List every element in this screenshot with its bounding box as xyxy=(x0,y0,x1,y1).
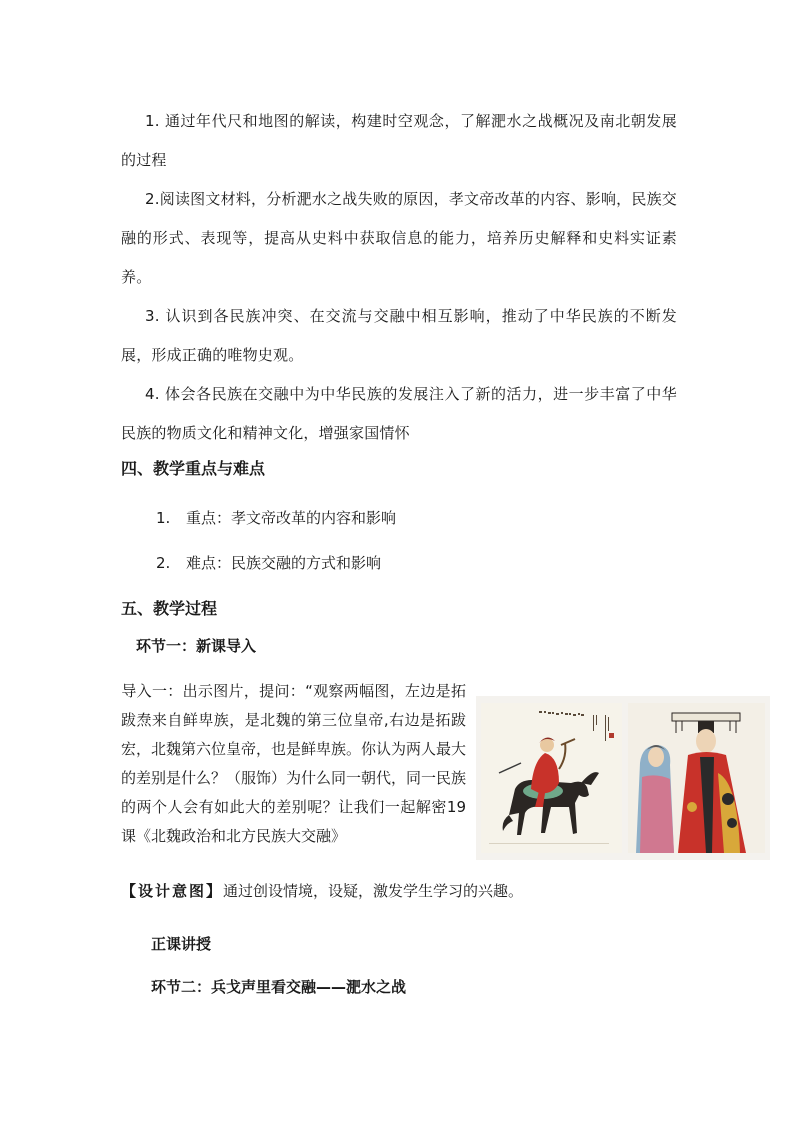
seal-stamp xyxy=(609,733,614,738)
section-4-heading: 四、教学重点与难点 xyxy=(121,459,266,478)
tuoba-tao-painting xyxy=(481,703,622,853)
objective-2: 2.阅读图文材料，分析淝水之战失败的原因，孝文帝改革的内容、影响，民族交融的形式、表现等，提高从史料中获取信息的能力，培养历史解释和史料实证素养。 xyxy=(121,190,677,286)
emperor-comparison-figure xyxy=(476,696,770,860)
design-intent: 【设计意图】通过创设情境，设疑，激发学生学习的兴趣。 xyxy=(121,882,524,900)
key-point-item: 1. 重点：孝文帝改革的内容和影响 xyxy=(156,509,397,527)
objective-4: 4. 体会各民族在交融中为中华民族的发展注入了新的活力，进一步丰富了中华民族的物质文化和精神文化，增强家国情怀 xyxy=(121,385,677,442)
horseman-illustration xyxy=(481,703,622,853)
step-1-title: 环节一：新课导入 xyxy=(136,637,257,655)
lecture-title: 正课讲授 xyxy=(151,935,212,953)
objective-3: 3. 认识到各民族冲突、在交流与交融中相互影响，推动了中华民族的不断发展，形成正确的唯物史观。 xyxy=(121,307,677,364)
objective-1: 1. 通过年代尺和地图的解读，构建时空观念，了解淝水之战概况及南北朝发展的过程 xyxy=(121,112,677,169)
emperor-and-attendant-illustration xyxy=(628,703,765,853)
intro-paragraph: 导入一：出示图片，提问：“观察两幅图，左边是拓跋焘来自鲜卑族，是北魏的第三位皇帝,右边是拓跋宏，北魏第六位皇帝，也是鲜卑族。你认为两人最大的差别是什么？（服饰）为什么同一朝代，同一民族的两个人会有如此大的差别呢？让我们一起解密19课《北魏政治和北方民族大交融》 xyxy=(121,682,467,845)
tuoba-hong-painting xyxy=(628,703,765,853)
calligraphy-inscription xyxy=(539,711,609,741)
mian-crown xyxy=(672,713,740,721)
section-5-heading: 五、教学过程 xyxy=(121,599,218,618)
step-2-title: 环节二：兵戈声里看交融——淝水之战 xyxy=(151,978,407,996)
difficult-point-item: 2. 难点：民族交融的方式和影响 xyxy=(156,554,382,572)
